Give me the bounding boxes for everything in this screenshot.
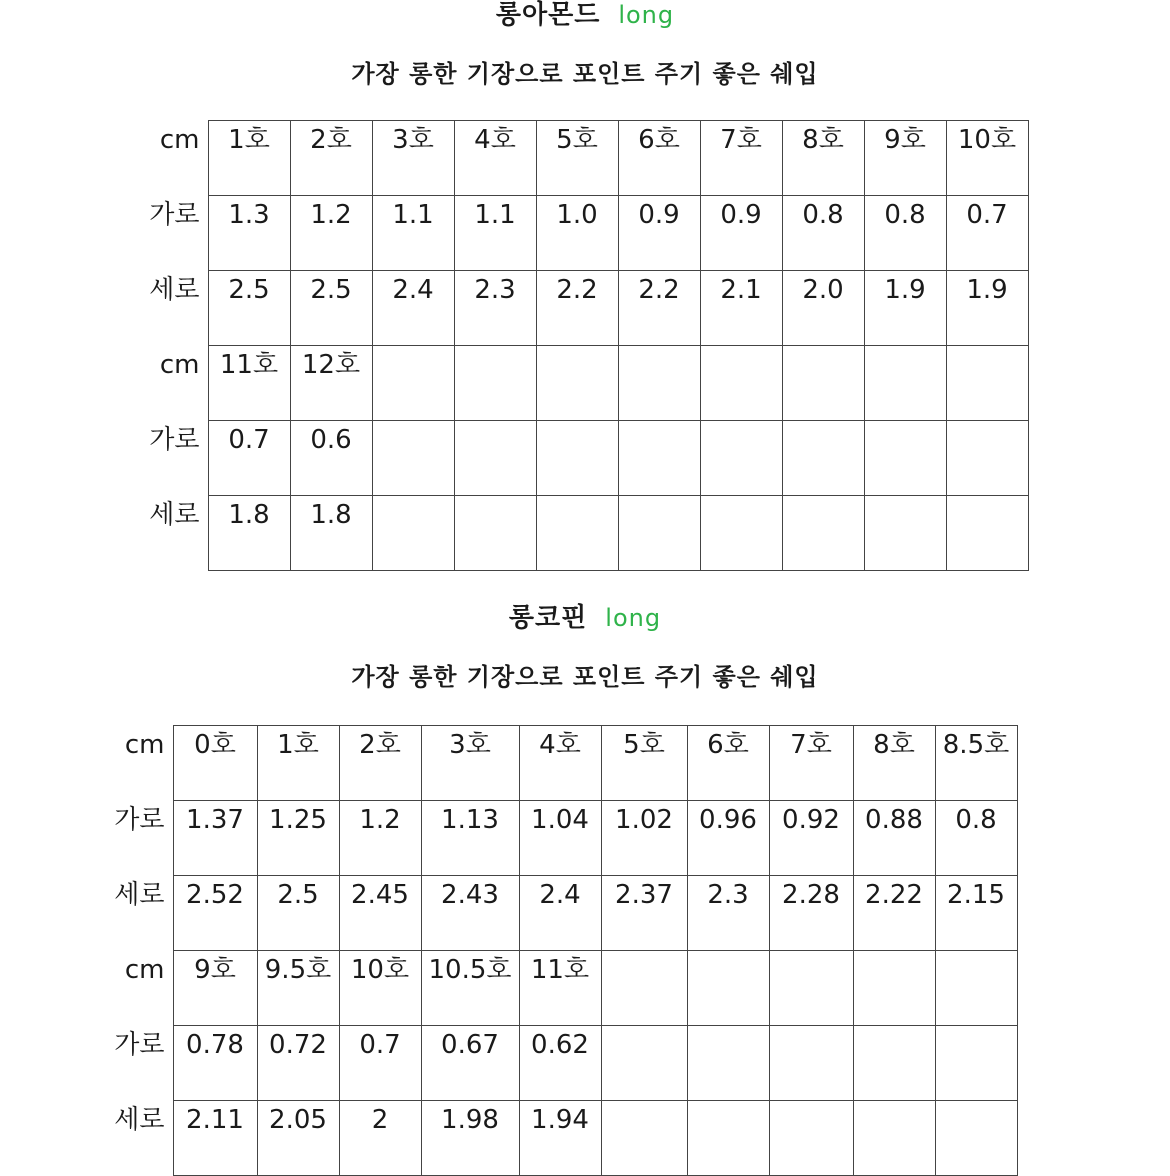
table-cell: 3호 (421, 726, 519, 801)
table-row (130, 121, 1028, 196)
table-row (95, 801, 1017, 876)
table-cell (864, 346, 946, 421)
table-cell: 9.5호 (257, 951, 339, 1026)
table-cell (782, 346, 864, 421)
table-cell (946, 496, 1028, 571)
table-cell: 2.4 (372, 271, 454, 346)
table-cell (536, 421, 618, 496)
table-cell: 1.2 (290, 196, 372, 271)
table-cell (618, 346, 700, 421)
table-row (130, 196, 1028, 271)
table-cell: 0.7 (339, 1026, 421, 1101)
table-cell: 0.72 (257, 1026, 339, 1101)
table-cell: 2.5 (208, 271, 290, 346)
table-cell: 2 (339, 1101, 421, 1176)
table-cell: 1.0 (536, 196, 618, 271)
table-cell: 1.25 (257, 801, 339, 876)
table-cell: 0.7 (946, 196, 1028, 271)
table-row (130, 271, 1028, 346)
table-row (95, 726, 1017, 801)
table-cell: 0.67 (421, 1026, 519, 1101)
table-cell (782, 496, 864, 571)
table-cell (372, 421, 454, 496)
table-cell: 1.8 (208, 496, 290, 571)
table-cell (853, 1101, 935, 1176)
table-cell: 1.9 (946, 271, 1028, 346)
table-cell (372, 346, 454, 421)
table-cell: 9호 (173, 951, 257, 1026)
table-row (95, 1101, 1017, 1176)
table-cell: 11호 (519, 951, 601, 1026)
table-cell: 2.45 (339, 876, 421, 951)
table-cell (618, 496, 700, 571)
table-cell (864, 421, 946, 496)
table-cell (618, 421, 700, 496)
table-cell: 2호 (339, 726, 421, 801)
table-cell: 1.37 (173, 801, 257, 876)
size-table-long-almond (130, 120, 1029, 571)
table-row (130, 421, 1028, 496)
table-cell: 5호 (601, 726, 687, 801)
table-cell: 0호 (173, 726, 257, 801)
table-cell (601, 1101, 687, 1176)
table-cell: 2.43 (421, 876, 519, 951)
table-cell (536, 346, 618, 421)
table-cell: 11호 (208, 346, 290, 421)
table-cell (935, 951, 1017, 1026)
table-cell: 2.52 (173, 876, 257, 951)
table-cell: 2.3 (454, 271, 536, 346)
section1-tag: long (618, 1, 675, 29)
table-cell: 9호 (864, 121, 946, 196)
table-cell (601, 1026, 687, 1101)
row-label: 가로 (149, 424, 200, 455)
table-cell: 5호 (536, 121, 618, 196)
table-cell: 2.22 (853, 876, 935, 951)
table-cell (769, 1026, 853, 1101)
row-label: 세로 (149, 274, 200, 305)
table-cell: 0.7 (208, 421, 290, 496)
table-row (130, 346, 1028, 421)
table-cell: 10호 (946, 121, 1028, 196)
table-cell: 0.88 (853, 801, 935, 876)
table-cell: 1.13 (421, 801, 519, 876)
table-cell: 10호 (339, 951, 421, 1026)
section2-title (0, 597, 1170, 634)
row-label: 가로 (114, 804, 165, 835)
table-cell (700, 421, 782, 496)
table-cell: 6호 (618, 121, 700, 196)
table-cell: 1.3 (208, 196, 290, 271)
table-cell: 0.6 (290, 421, 372, 496)
size-table-long-coffin (95, 725, 1018, 1176)
table-cell: 1.1 (454, 196, 536, 271)
section2-subtitle: 가장 롱한 기장으로 포인트 주기 좋은 쉐입 (351, 663, 819, 691)
table-cell: 0.8 (864, 196, 946, 271)
table-row (95, 876, 1017, 951)
table-cell: 8호 (853, 726, 935, 801)
table-cell: 0.78 (173, 1026, 257, 1101)
table-cell (700, 346, 782, 421)
row-label: 가로 (149, 199, 200, 230)
table-cell (946, 421, 1028, 496)
row-label: 세로 (114, 879, 165, 910)
section2-title-text: 롱코핀 (508, 603, 588, 633)
table-cell: 1.04 (519, 801, 601, 876)
table-cell (946, 346, 1028, 421)
table-cell: 0.8 (782, 196, 864, 271)
table-cell: 2.3 (687, 876, 769, 951)
table-cell: 2.37 (601, 876, 687, 951)
table-cell: 0.9 (618, 196, 700, 271)
table-cell: 1.94 (519, 1101, 601, 1176)
table-cell: 8.5호 (935, 726, 1017, 801)
table-cell: 6호 (687, 726, 769, 801)
table-cell (700, 496, 782, 571)
table-cell: 2.11 (173, 1101, 257, 1176)
table-cell: 2.1 (700, 271, 782, 346)
table-cell (687, 951, 769, 1026)
table-cell (864, 496, 946, 571)
section1-title (0, 0, 1170, 31)
table-cell: 8호 (782, 121, 864, 196)
table-cell (769, 951, 853, 1026)
table-cell: 1.2 (339, 801, 421, 876)
section1-subtitle: 가장 롱한 기장으로 포인트 주기 좋은 쉐입 (351, 60, 819, 88)
table-cell: 1호 (257, 726, 339, 801)
table-cell: 10.5호 (421, 951, 519, 1026)
table-cell (536, 496, 618, 571)
table-cell: 0.62 (519, 1026, 601, 1101)
table-cell: 1.8 (290, 496, 372, 571)
table-cell: 0.8 (935, 801, 1017, 876)
row-label: cm (124, 729, 165, 760)
table-cell: 3호 (372, 121, 454, 196)
table-cell: 12호 (290, 346, 372, 421)
table-cell (687, 1026, 769, 1101)
table-cell: 1.1 (372, 196, 454, 271)
section1-title-text: 롱아몬드 (495, 0, 601, 30)
table-cell (769, 1101, 853, 1176)
table-cell: 2.5 (257, 876, 339, 951)
table-cell (454, 496, 536, 571)
row-label: cm (159, 124, 200, 155)
table-cell (372, 496, 454, 571)
table-cell (454, 421, 536, 496)
table-cell: 2.2 (536, 271, 618, 346)
table-cell: 7호 (700, 121, 782, 196)
table-row (130, 496, 1028, 571)
row-label: 세로 (149, 499, 200, 530)
table-cell (687, 1101, 769, 1176)
table-cell: 4호 (454, 121, 536, 196)
table-cell: 7호 (769, 726, 853, 801)
table-cell: 2.4 (519, 876, 601, 951)
table-cell (782, 421, 864, 496)
table-cell: 0.96 (687, 801, 769, 876)
table-cell: 0.92 (769, 801, 853, 876)
table-cell: 1.98 (421, 1101, 519, 1176)
table-cell: 0.9 (700, 196, 782, 271)
table-cell (935, 1026, 1017, 1101)
row-label: cm (159, 349, 200, 380)
table-cell: 2.05 (257, 1101, 339, 1176)
table-cell: 2호 (290, 121, 372, 196)
row-label: cm (124, 954, 165, 985)
table-row (95, 951, 1017, 1026)
table-cell (935, 1101, 1017, 1176)
table-cell: 2.0 (782, 271, 864, 346)
table-cell: 1.02 (601, 801, 687, 876)
table-cell: 4호 (519, 726, 601, 801)
table-cell (454, 346, 536, 421)
table-cell: 1호 (208, 121, 290, 196)
table-cell (853, 951, 935, 1026)
table-row (95, 1026, 1017, 1101)
table-cell: 2.5 (290, 271, 372, 346)
row-label: 세로 (114, 1104, 165, 1135)
table-cell: 2.15 (935, 876, 1017, 951)
table-cell: 2.2 (618, 271, 700, 346)
table-cell (601, 951, 687, 1026)
section2-tag: long (605, 604, 662, 632)
table-cell: 1.9 (864, 271, 946, 346)
table-cell: 2.28 (769, 876, 853, 951)
row-label: 가로 (114, 1029, 165, 1060)
table-cell (853, 1026, 935, 1101)
